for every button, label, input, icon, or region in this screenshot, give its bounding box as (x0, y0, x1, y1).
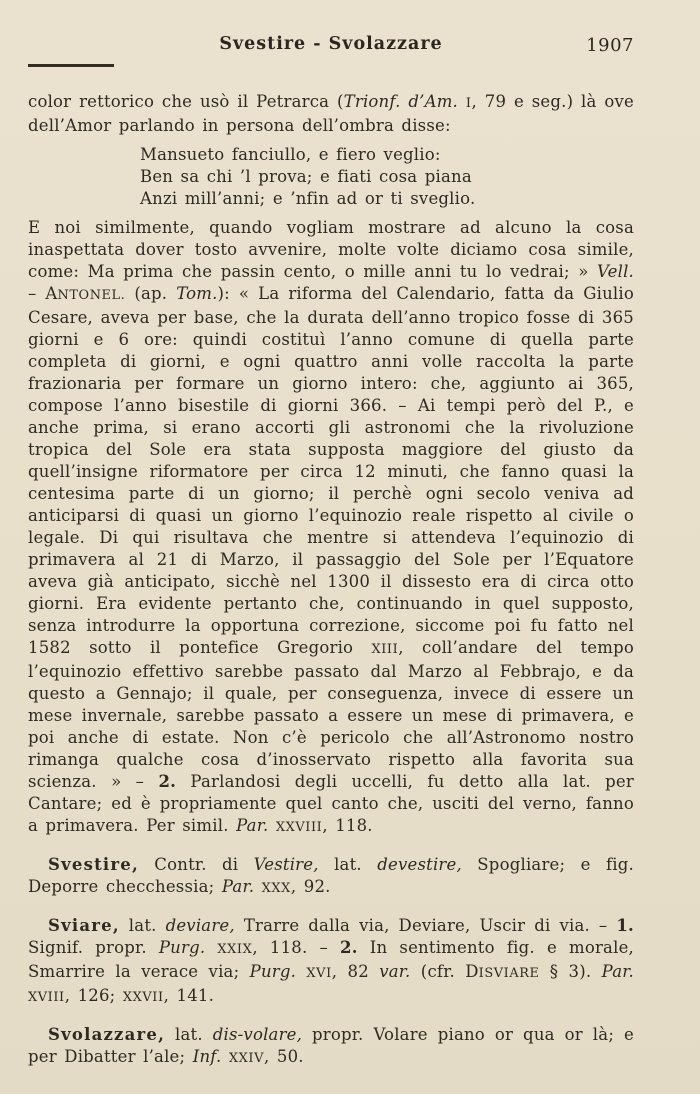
text-segment: , 79 e seg.) là ove dell’Amor parlando in persona dell’ombra disse: (28, 92, 634, 135)
text-block (28, 91, 634, 1070)
text-segment: var. (379, 962, 411, 981)
paragraph (28, 91, 634, 137)
text-segment: I (465, 96, 472, 111)
text-segment: XXVII (122, 990, 164, 1005)
text-segment: , 82 (331, 962, 380, 981)
text-segment: XXX (261, 881, 291, 896)
text-segment: propr. Volare piano or qua or là; e per Dibatter l’ale; (28, 1025, 634, 1066)
text-segment (254, 877, 261, 896)
dictionary-entry (28, 915, 634, 1009)
text-segment: – A (28, 284, 58, 303)
text-segment: Spogliare; e fig. Deporre checchessia; (28, 855, 634, 896)
verse-line: Mansueto fanciullo, e fiero veglio: (140, 145, 441, 164)
text-segment: Signif. propr. (28, 938, 159, 957)
text-segment: In sentimento fig. e morale, Smarrire la verace via; (28, 938, 634, 981)
text-segment: XIII (371, 642, 399, 657)
text-segment: Trionf. d’Am. (343, 92, 458, 111)
text-segment: ): « La riforma del Calendario, fatta da Giulio Cesare, aveva per base, che la durata dell’anno tropico fosse di 365 giorni e 6 ore: quindi costituì l’anno comune di quella parte completa di giorni, e ogni quattro anni volle raccolta la parte frazionaria per formare un giorno intero: che, aggiunto ai 365, compose l’anno bisestile di giorni 366. – Ai tempi però del P., e anche prima, si erano accorti gli astronomi che la rivoluzione tropica del Sole era stata supposta maggiore del giusto da quell’insigne riformatore per circa 12 minuti, che fanno quasi la centesima parte di un giorno; il perchè ogni secolo veniva ad anticiparsi di quasi un giorno l’equinozio reale rispetto al civile o legale. Di qui risultava che mentre si attendeva l’equinozio di primavera al 21 di Marzo, il passaggio del Sole per l’Equatore aveva già anticipato, sicchè nel 1300 il dissesto era di circa otto giorni. Era evidente pertanto che, continuando in quel supposto, senza introdurre la opportuna correzione, siccome poi fu fatto nel 1582 sotto il pontefice Gregorio (28, 284, 634, 657)
page-number: 1907 (586, 35, 634, 56)
text-segment: Inf. (192, 1047, 222, 1066)
text-segment: Parlandosi degli uccelli, fu detto alla lat. per Cantare; ed è propriamente quel canto che, usciti del verno, fanno a primavera. Per simil. (28, 772, 634, 835)
text-segment (205, 938, 217, 957)
text-segment: Par. (236, 816, 269, 835)
text-segment: 2. (340, 938, 358, 957)
dictionary-entry (28, 1024, 634, 1070)
verse-line: Ben sa chi ’l prova; e fiati cosa piana (140, 167, 472, 186)
dictionary-entry (28, 854, 634, 900)
text-segment: ISVIARE (478, 966, 540, 981)
text-segment: XXIX (217, 942, 253, 957)
text-segment: (cfr. D (410, 962, 479, 981)
text-segment: , coll’andare del tempo l’equinozio effettivo sarebbe passato dal Marzo al Febbrajo, e da questo a Gennajo; il quale, per conseguenza, invece di essere un mese invernale, sarebbe passato a essere un mese di primavera, e poi anche di estate. Non c’è pericolo che all’Astronomo nostro rimanga qualche cosa d’inosservato rispetto alla favorita sua scienza. » – (28, 638, 634, 791)
text-segment: Purg. (249, 962, 297, 981)
text-segment: Par. (221, 877, 255, 896)
text-segment (458, 92, 466, 111)
text-segment: XXVIII (275, 820, 323, 835)
text-segment: , 92. (290, 877, 331, 896)
verse-line: Anzi mill’anni; e ’nfin ad or ti sveglio. (140, 189, 476, 208)
page-header (28, 34, 634, 58)
text-segment: Trarre dalla via, Deviare, Uscir di via. – (234, 916, 617, 935)
text-segment: XVIII (28, 990, 65, 1005)
text-segment: Tom. (176, 284, 218, 303)
text-segment (296, 962, 306, 981)
text-segment: dis-volare, (212, 1025, 303, 1044)
text-segment: Vestire, (253, 855, 319, 874)
header-rule (28, 64, 114, 67)
text-segment: 1. (616, 916, 634, 935)
text-segment: lat. (318, 855, 378, 874)
text-segment: § 3). (539, 962, 602, 981)
text-segment: E noi similmente, quando vogliam mostrare ad alcuno la cosa inaspettata dover tosto avvenire, molte volte diciamo cosa simile, come: Ma prima che passin cento, o mille anni tu lo vedrai; » (28, 218, 634, 281)
text-segment: NTONEL. (57, 288, 126, 303)
text-segment: Svestire, (48, 855, 139, 874)
text-segment: , 126; (64, 986, 123, 1005)
verse-block (140, 144, 634, 210)
text-segment: , 118. – (252, 938, 341, 957)
text-segment: devestire, (377, 855, 462, 874)
text-segment: Vell. (597, 262, 634, 281)
text-segment: , 118. (322, 816, 373, 835)
page-title: Svestire - Svolazzare (219, 34, 443, 54)
text-segment (221, 1047, 228, 1066)
text-segment: deviare, (165, 916, 235, 935)
text-segment: Svolazzare, (48, 1025, 166, 1044)
text-segment: lat. (119, 916, 166, 935)
text-segment (268, 816, 275, 835)
text-segment: color rettorico che usò il Petrarca ( (28, 92, 344, 111)
text-segment: , 50. (263, 1047, 304, 1066)
paragraph (28, 217, 634, 839)
text-segment: Sviare, (48, 916, 120, 935)
text-segment: Contr. di (138, 855, 254, 874)
text-segment: , 141. (163, 986, 215, 1005)
text-segment: Purg. (158, 938, 206, 957)
text-segment: lat. (165, 1025, 213, 1044)
text-segment: 2. (158, 772, 177, 791)
text-segment: XXIV (228, 1051, 264, 1066)
text-segment: XVI (306, 966, 332, 981)
text-segment: (ap. (125, 284, 177, 303)
text-segment: Par. (601, 962, 634, 981)
